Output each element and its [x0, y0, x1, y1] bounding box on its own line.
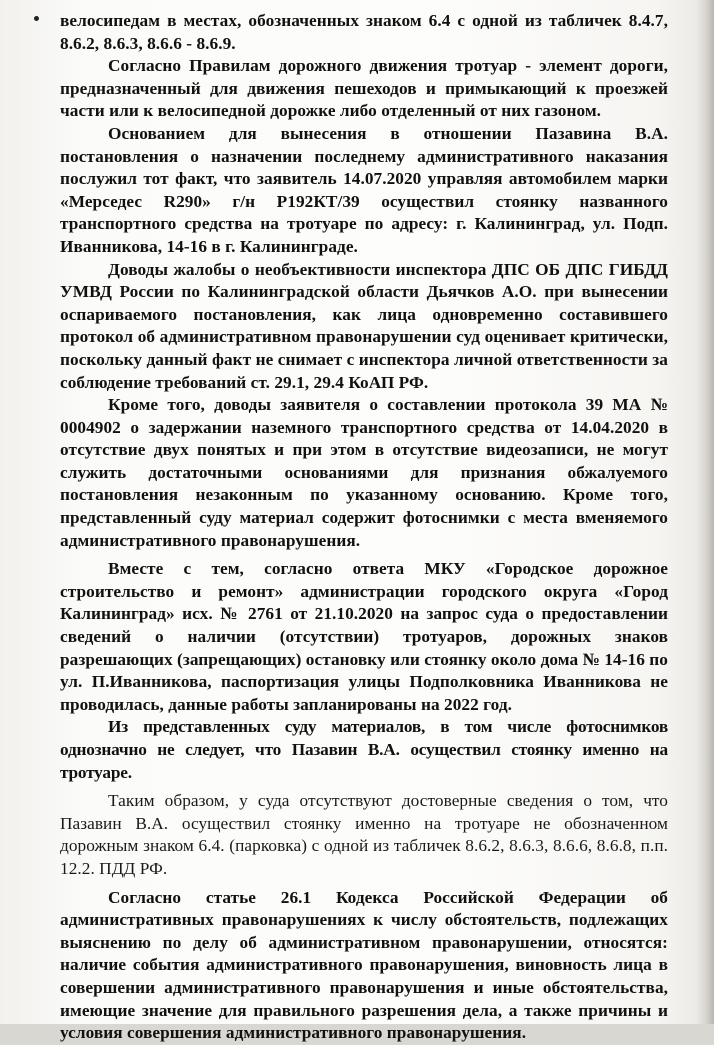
paragraph-3: Основанием для вынесения в отношении Пазавина В.А. постановления о назначении последнему административного наказания послужил тот факт, что заявитель 14.07.2020 управляя автомобилем марки «Мерседес R290» г/н Р192КТ/39 осуществил стоянку названного транспортного средства на тротуаре по адресу: г. Калининград, ул. Подп. Иванникова, 14-16 в г. Калининграде. — [60, 123, 668, 256]
paragraph-9: Согласно статье 26.1 Кодекса Российской Федерации об административных правонарушениях к числу обстоятельств, подлежащих выяснению по делу об административном правонарушении, относятся: наличие события административного правонарушения, виновность лица в совершении административного правонарушения и иные обстоятельства, имеющие значение для правильного разрешения дела, а также причины и условия совершения административного правонарушения. — [60, 887, 668, 1043]
page-mark — [34, 16, 39, 21]
paragraph-2: Согласно Правилам дорожного движения тротуар - элемент дороги, предназначенный для движения пешеходов и примыкающий к проезжей части или к велосипедной дорожке либо отделенный от них газоном. — [60, 56, 668, 121]
paragraph-7: Из представленных суду материалов, в том числе фотоснимков однозначно не следует, что Пазавин В.А. осуществил стоянку именно на тротуаре. — [60, 717, 668, 782]
paragraph-1: велосипедам в местах, обозначенных знаком 6.4 с одной из табличек 8.4.7, 8.6.2, 8.6.3, 8.6.6 - 8.6.9. — [60, 11, 668, 53]
paragraph-6: Вместе с тем, согласно ответа МКУ «Городское дорожное строительство и ремонт» администрации городского округа «Город Калининград» исх. № 2761 от 21.10.2020 на запрос суда о предоставлении сведений о наличии (отсутствии) тротуаров, дорожных знаков разрешающих (запрещающих) остановку или стоянку около дома № 14-16 по ул. П.Иванникова, паспортизация улицы Подполковника Иванникова не проводилась, данные работы запланированы на 2022 год. — [60, 559, 668, 714]
paragraph-5: Кроме того, доводы заявителя о составлении протокола 39 МА № 0004902 о задержании наземного транспортного средства от 14.04.2020 в отсутствие двух понятых и при этом в отсутствие видеозаписи, не могут служить достаточными основаниями для признания обжалуемого постановления незаконным по указанному основанию. Кроме того, представленный суду материал содержит фотоснимки с места вменяемого административного правонарушения. — [60, 395, 668, 550]
paragraph-8: Таким образом, у суда отсутствуют достоверные сведения о том, что Пазавин В.А. осуществил стоянку именно на тротуаре не обозначенном дорожным знаком 6.4. (парковка) с одной из табличек 8.6.2, 8.6.3, 8.6.6, 8.6.8, п.п. 12.2. ПДД РФ. — [60, 791, 668, 878]
paragraph-4: Доводы жалобы о необъективности инспектора ДПС ОБ ДПС ГИБДД УМВД России по Калининградской области Дьячков А.О. при вынесении оспариваемого постановления, как лица одновременно составившего протокол об административном правонарушении суд оценивает критически, поскольку данный факт не снимает с инспектора личной ответственности за соблюдение требований ст. 29.1, 29.4 КоАП РФ. — [60, 259, 668, 392]
document-body — [60, 10, 668, 1045]
